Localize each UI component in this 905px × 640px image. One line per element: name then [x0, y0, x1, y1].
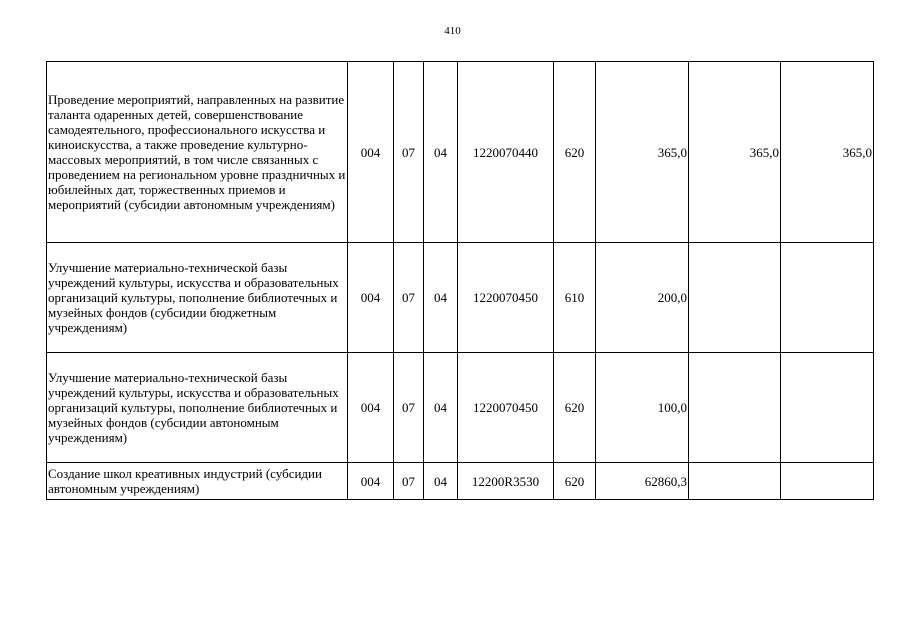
section-code: 07	[394, 463, 424, 500]
target-article-code: 1220070440	[458, 62, 554, 243]
target-article-code: 12200R3530	[458, 463, 554, 500]
amount-year-1: 365,0	[596, 62, 689, 243]
amount-year-3: 365,0	[781, 62, 874, 243]
amount-year-2	[689, 463, 781, 500]
section-code: 07	[394, 353, 424, 463]
section-code: 07	[394, 62, 424, 243]
subsection-code: 04	[424, 62, 458, 243]
amount-year-1: 100,0	[596, 353, 689, 463]
amount-year-1: 200,0	[596, 243, 689, 353]
amount-year-2: 365,0	[689, 62, 781, 243]
amount-year-1: 62860,3	[596, 463, 689, 500]
ministry-code: 004	[348, 353, 394, 463]
expense-type-code: 620	[554, 62, 596, 243]
target-article-code: 1220070450	[458, 353, 554, 463]
table-row	[47, 463, 874, 500]
target-article-code: 1220070450	[458, 243, 554, 353]
ministry-code: 004	[348, 62, 394, 243]
budget-table	[46, 61, 874, 500]
subsection-code: 04	[424, 463, 458, 500]
ministry-code: 004	[348, 463, 394, 500]
table-row	[47, 62, 874, 243]
row-description: Создание школ креативных индустрий (субсидии автономным учреждениям)	[47, 463, 348, 500]
expense-type-code: 610	[554, 243, 596, 353]
section-code: 07	[394, 243, 424, 353]
subsection-code: 04	[424, 353, 458, 463]
amount-year-2	[689, 353, 781, 463]
row-description: Улучшение материально-технической базы учреждений культуры, искусства и образовательных организаций культуры, пополнение библиотечных и музейных фондов (субсидии автономным учреждениям)	[47, 353, 348, 463]
ministry-code: 004	[348, 243, 394, 353]
expense-type-code: 620	[554, 353, 596, 463]
table-row	[47, 243, 874, 353]
amount-year-3	[781, 353, 874, 463]
page-number: 410	[444, 25, 461, 37]
expense-type-code: 620	[554, 463, 596, 500]
amount-year-3	[781, 243, 874, 353]
table-row	[47, 353, 874, 463]
amount-year-2	[689, 243, 781, 353]
row-description: Улучшение материально-технической базы учреждений культуры, искусства и образовательных организаций культуры, пополнение библиотечных и музейных фондов (субсидии бюджетным учреждениям)	[47, 243, 348, 353]
amount-year-3	[781, 463, 874, 500]
row-description: Проведение мероприятий, направленных на развитие таланта одаренных детей, совершенствование самодеятельного, профессионального искусства и киноискусства, а также проведение культурно-массовых мероприятий, в том числе связанных с проведением на региональном уровне праздничных и юбилейных дат, торжественных приемов и мероприятий (субсидии автономным учреждениям)	[47, 62, 348, 243]
subsection-code: 04	[424, 243, 458, 353]
